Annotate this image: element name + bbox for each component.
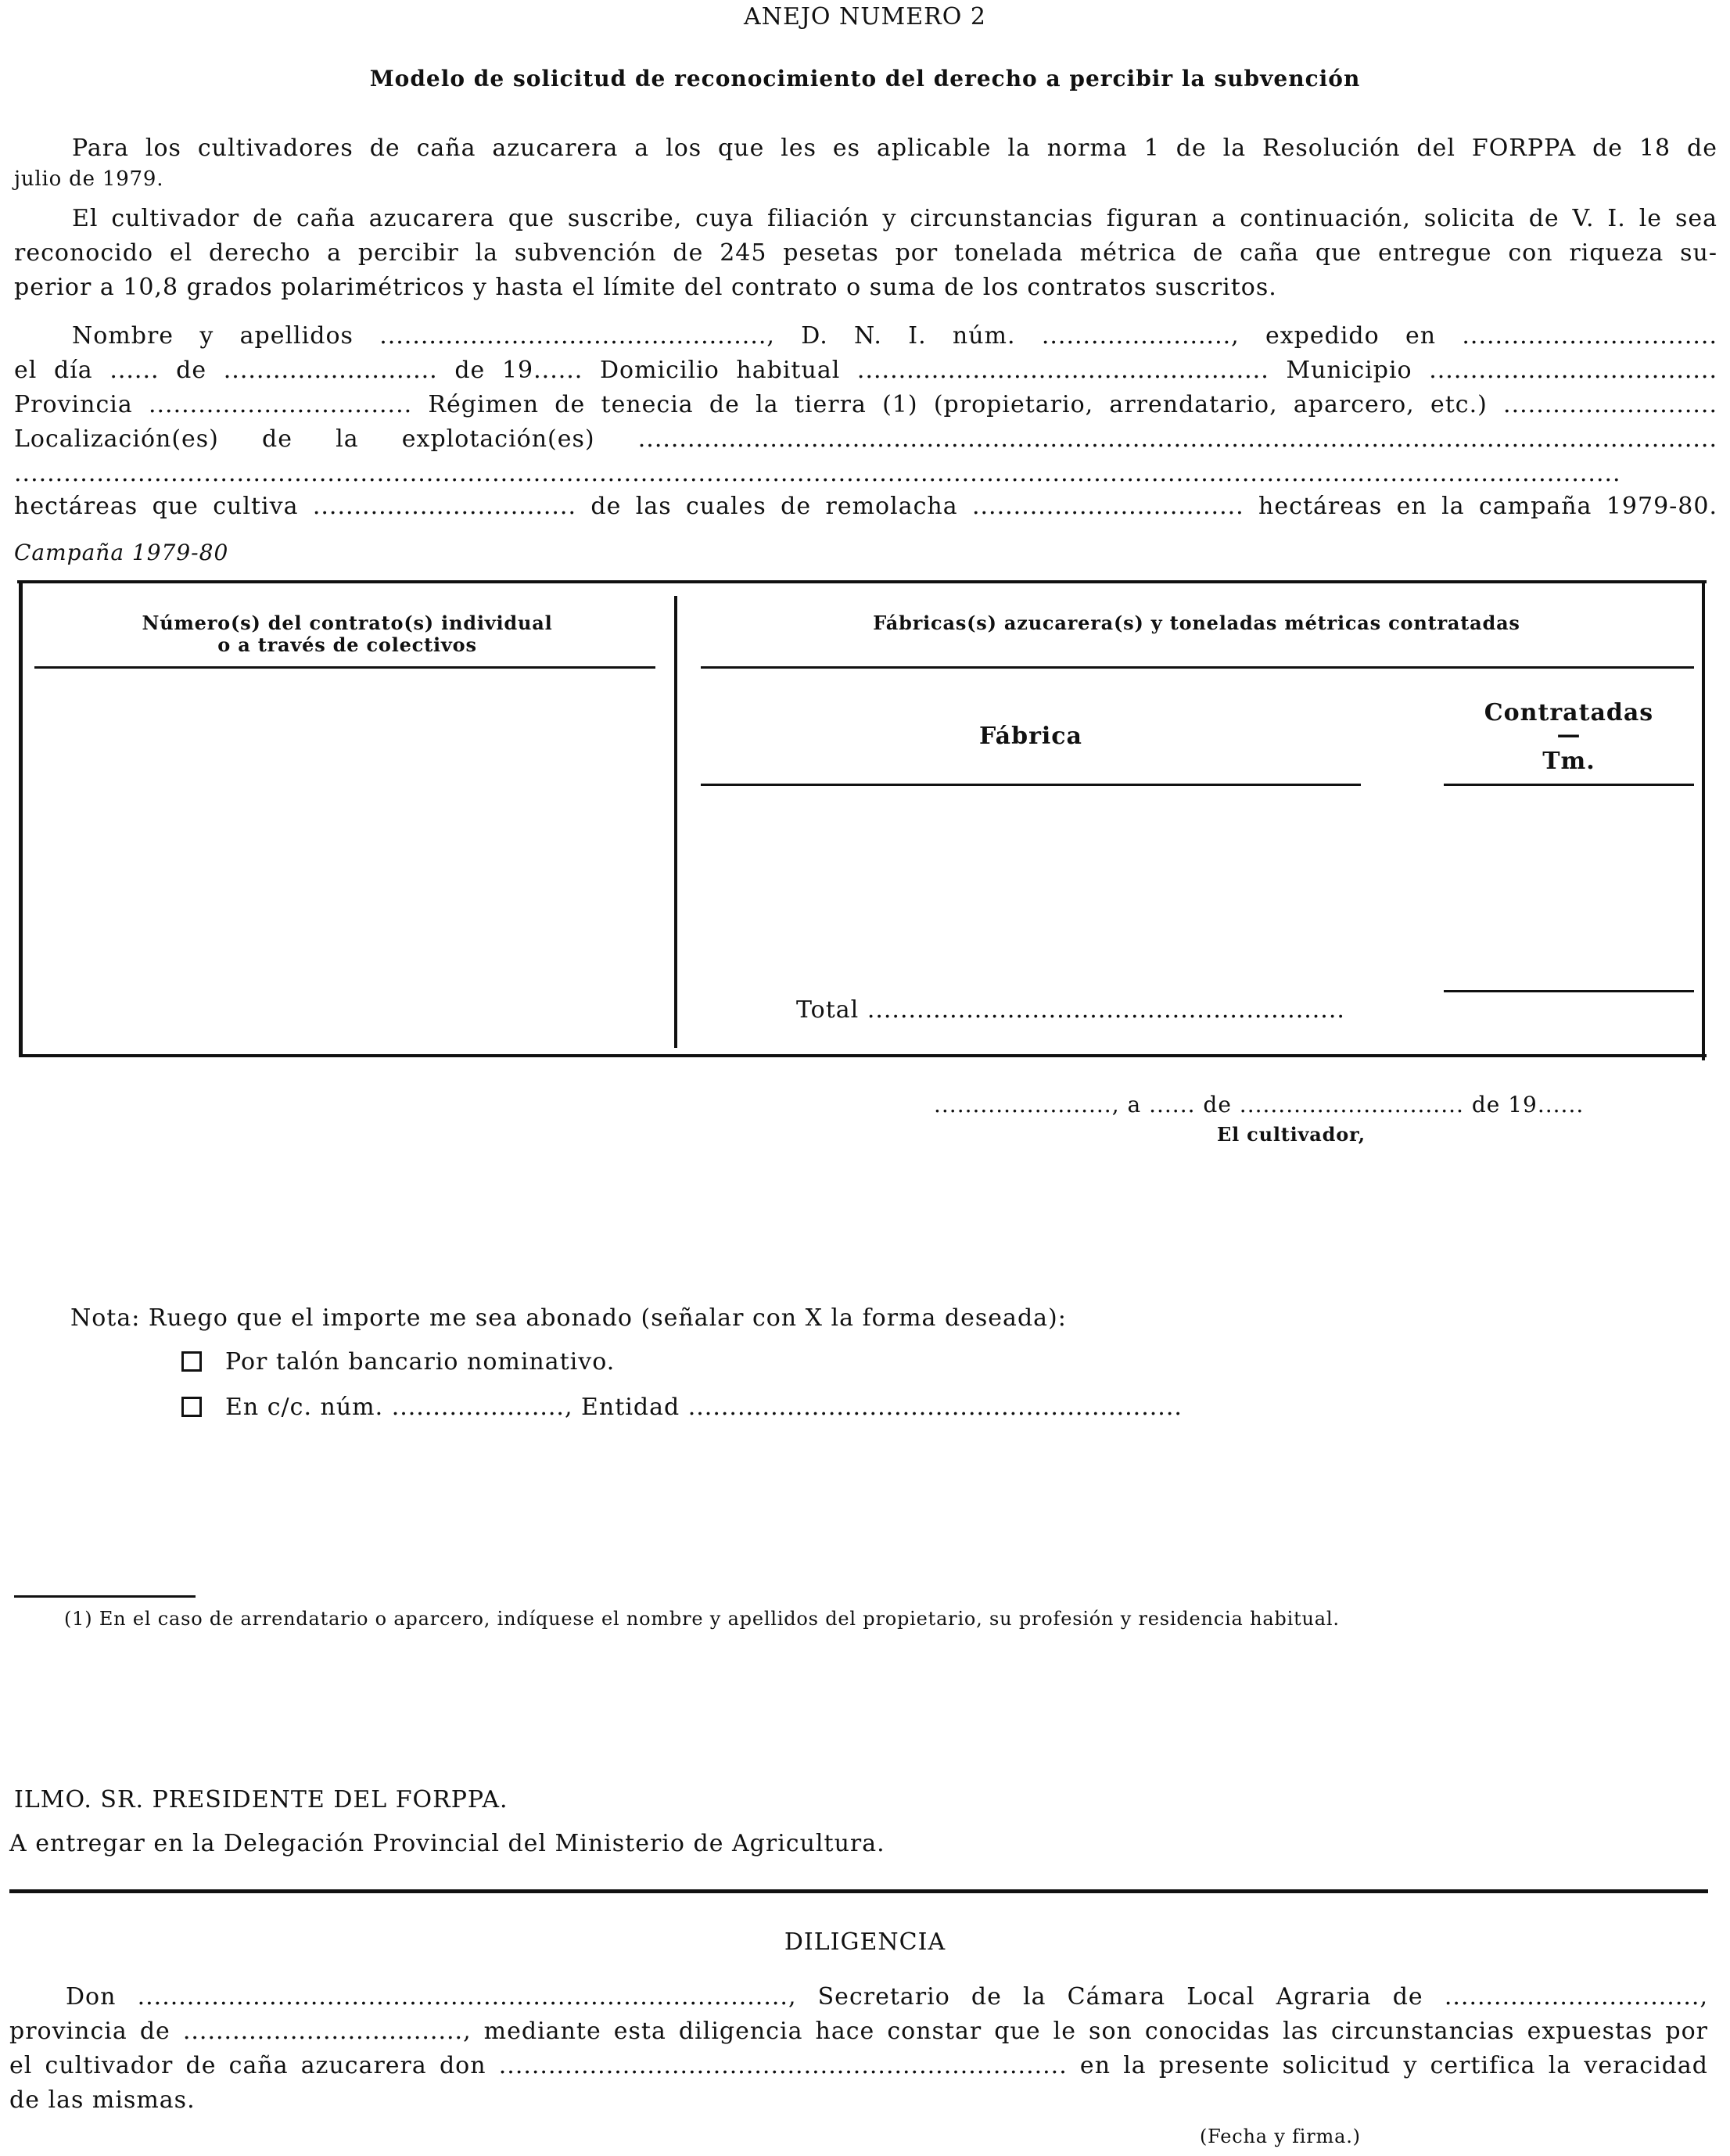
field-row-hectares: hectáreas que cultiva ................................ de las cuales de remolacha ................................. hectáreas en la campaña 1979-80. bbox=[14, 493, 1717, 520]
diligencia-line3: el cultivador de caña azucarera don ..................................................................... en la presente solicitud y certifica la veracidad bbox=[9, 2052, 1708, 2079]
diligencia-line4: de las mismas. bbox=[9, 2086, 196, 2114]
intro-p1-line2: julio de 1979. bbox=[14, 167, 164, 191]
addressee-delivery: A entregar en la Delegación Provincial del Ministerio de Agricultura. bbox=[9, 1830, 885, 1857]
table-bottom-rule bbox=[19, 1054, 1707, 1057]
checkbox-bank-cheque[interactable] bbox=[181, 1351, 202, 1372]
place-date-line: ......................., a ...... de ............................. de 19...... bbox=[934, 1092, 1585, 1117]
option-current-account-label: En c/c. núm. ....................., Entidad ............................................................ bbox=[225, 1394, 1183, 1421]
col-contratadas-header: Contratadas bbox=[1484, 699, 1654, 726]
diligencia-line1: Don ..............................................................................., Secretario de la Cámara Local Agraria de ..............................., bbox=[66, 1983, 1708, 2011]
page-title: ANEJO NUMERO 2 bbox=[744, 3, 986, 30]
intro-p2-line1: El cultivador de caña azucarera que suscribe, cuya filiación y circunstancias figuran a continuación, solicita de V. I. le sea bbox=[72, 205, 1717, 232]
contract-number-header-line2: o a través de colectivos bbox=[217, 633, 477, 656]
col-dash: — bbox=[1556, 721, 1581, 748]
fabrica-col-rule bbox=[701, 784, 1361, 786]
footnote-rule bbox=[14, 1595, 196, 1598]
option-bank-cheque-label: Por talón bancario nominativo. bbox=[225, 1348, 616, 1376]
table-left-border bbox=[19, 580, 23, 1054]
campaign-label: Campaña 1979-80 bbox=[14, 540, 229, 565]
table-divider bbox=[674, 596, 677, 1048]
checkbox-current-account[interactable] bbox=[181, 1397, 202, 1417]
right-header-rule bbox=[701, 666, 1694, 669]
contratadas-col-rule bbox=[1444, 784, 1694, 786]
field-row-date-domicile: el día ...... de .......................... de 19...... Domicilio habitual .................................................. Municipio ................................... bbox=[14, 357, 1717, 384]
diligencia-line2: provincia de .................................., mediante esta diligencia hace constar que le son conocidas las circunstancias expuestas por bbox=[9, 2018, 1708, 2045]
table-right-border bbox=[1702, 583, 1705, 1060]
col-unit: Tm. bbox=[1542, 748, 1595, 775]
factories-header: Fábricas(s) azucarera(s) y toneladas métricas contratadas bbox=[873, 612, 1520, 634]
field-row-location: Localización(es) de la explotación(es) ................................................................................................................................... bbox=[14, 425, 1717, 453]
section-separator bbox=[9, 1889, 1708, 1893]
field-row-province-tenure: Provincia ................................ Régimen de tenecia de la tierra (1) (propietario, arrendatario, aparcero, etc.) .......................... bbox=[14, 391, 1717, 418]
form-subtitle: Modelo de solicitud de reconocimiento del derecho a percibir la subvención bbox=[369, 66, 1361, 91]
col-fabrica-header: Fábrica bbox=[979, 723, 1082, 750]
diligencia-title: DILIGENCIA bbox=[784, 1928, 946, 1956]
intro-p2-line2: reconocido el derecho a percibir la subvención de 245 pesetas por tonelada métrica de caña que entregue con riqueza su- bbox=[14, 239, 1717, 267]
intro-p1-line1: Para los cultivadores de caña azucarera a los que les es aplicable la norma 1 de la Resolución del FORPPA de 18 de bbox=[72, 135, 1717, 162]
date-signature-note: (Fecha y firma.) bbox=[1200, 2126, 1361, 2147]
footnote-text: (1) En el caso de arrendatario o aparcero, indíquese el nombre y apellidos del propietario, su profesión y residencia habitual. bbox=[64, 1608, 1340, 1630]
addressee-title: ILMO. SR. PRESIDENTE DEL FORPPA. bbox=[14, 1786, 508, 1813]
table-top-rule bbox=[17, 580, 1707, 583]
total-value-rule bbox=[1444, 990, 1694, 992]
left-header-rule bbox=[34, 666, 655, 669]
intro-p2-line3: perior a 10,8 grados polarimétricos y hasta el límite del contrato o suma de los contratos suscritos. bbox=[14, 274, 1277, 301]
field-row-name: Nombre y apellidos ..............................................., D. N. I. núm. ......................., expedido en ............................... bbox=[72, 322, 1717, 350]
table-total-label: Total .......................................................... bbox=[796, 996, 1345, 1024]
contract-number-header: Número(s) del contrato(s) individual bbox=[142, 612, 553, 634]
field-row-location-cont: ................................................................................................................................................................................................... bbox=[14, 460, 1621, 487]
payment-note: Nota: Ruego que el importe me sea abonado (señalar con X la forma deseada): bbox=[70, 1304, 1067, 1332]
signer-label: El cultivador, bbox=[1217, 1123, 1366, 1146]
